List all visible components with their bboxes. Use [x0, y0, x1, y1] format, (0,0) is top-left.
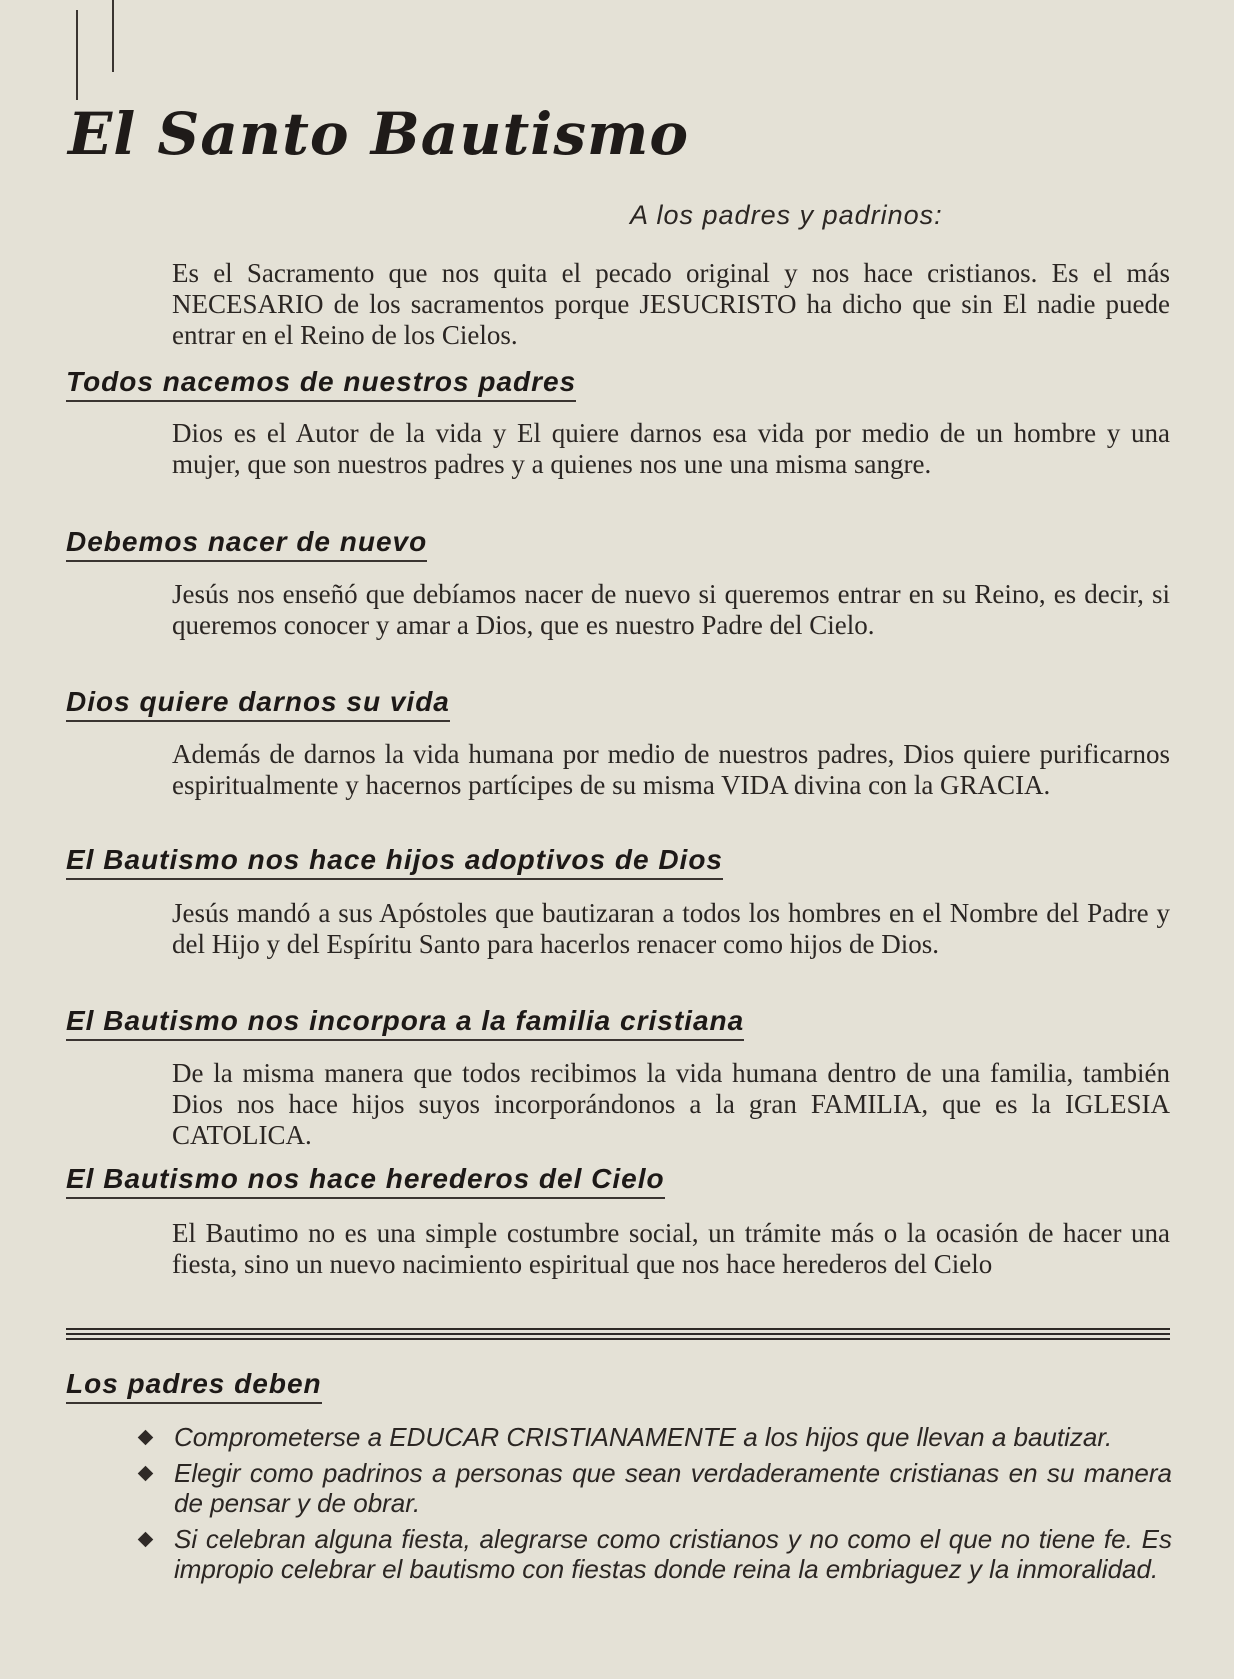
section-paragraph: Dios es el Autor de la vida y El quiere darnos esa vida por medio de un hombre y una mujer, que son nuestros padres y a quienes nos une una misma sangre. [172, 418, 1170, 479]
duties-list [140, 1422, 1172, 1590]
section-heading: Todos nacemos de nuestros padres [66, 366, 576, 402]
list-item [140, 1458, 1172, 1518]
section-heading: El Bautismo nos hace herederos del Cielo [66, 1163, 665, 1199]
section-paragraph: Jesús mandó a sus Apóstoles que bautizaran a todos los hombres en el Nombre del Padre y del Hijo y del Espíritu Santo para hacerlos renacer como hijos de Dios. [172, 898, 1170, 959]
section-heading: Dios quiere darnos su vida [66, 686, 450, 722]
diamond-bullet-icon [138, 1430, 154, 1446]
subtitle: A los padres y padrinos: [630, 200, 943, 230]
diamond-bullet-icon [138, 1466, 154, 1482]
section-paragraph: Además de darnos la vida humana por medio de nuestros padres, Dios quiere purificarnos espiritualmente y hacernos partícipes de su misma VIDA divina con la GRACIA. [172, 739, 1170, 800]
section-heading: El Bautismo nos incorpora a la familia cristiana [66, 1005, 744, 1041]
list-item-text: Elegir como padrinos a personas que sean verdaderamente cristianas en su manera de pensar y de obrar. [174, 1458, 1172, 1518]
page-title: El Santo Bautismo [68, 100, 690, 168]
section-paragraph: El Bautimo no es una simple costumbre social, un trámite más o la ocasión de hacer una fiesta, sino un nuevo nacimiento espiritual que nos hace herederos del Cielo [172, 1218, 1170, 1279]
list-item-text: Si celebran alguna fiesta, alegrarse como cristianos y no como el que no tiene fe. Es impropio celebrar el bautismo con fiestas donde reina la embriaguez y la inmoralidad. [174, 1524, 1172, 1584]
divider-rule [66, 1338, 1170, 1340]
diamond-bullet-icon [138, 1532, 154, 1548]
section-heading: Debemos nacer de nuevo [66, 526, 427, 562]
section-heading: El Bautismo nos hace hijos adoptivos de Dios [66, 844, 723, 880]
duties-heading: Los padres deben [66, 1368, 322, 1404]
list-item [140, 1524, 1172, 1584]
margin-mark [76, 10, 78, 100]
list-item-text: Comprometerse a EDUCAR CRISTIANAMENTE a los hijos que llevan a bautizar. [174, 1422, 1113, 1452]
intro-paragraph: Es el Sacramento que nos quita el pecado original y nos hace cristianos. Es el más NECESARIO de los sacramentos porque JESUCRISTO ha dicho que sin El nadie puede entrar en el Reino de los Cielos. [172, 258, 1170, 350]
list-item [140, 1422, 1172, 1452]
section-paragraph: Jesús nos enseñó que debíamos nacer de nuevo si queremos entrar en su Reino, es decir, si queremos conocer y amar a Dios, que es nuestro Padre del Cielo. [172, 579, 1170, 640]
divider-rule [66, 1328, 1170, 1330]
margin-mark [112, 0, 114, 72]
section-paragraph: De la misma manera que todos recibimos la vida humana dentro de una familia, también Dios nos hace hijos suyos incorporándonos a la gran FAMILIA, que es la IGLESIA CATOLICA. [172, 1058, 1170, 1150]
divider-rule [66, 1333, 1170, 1335]
